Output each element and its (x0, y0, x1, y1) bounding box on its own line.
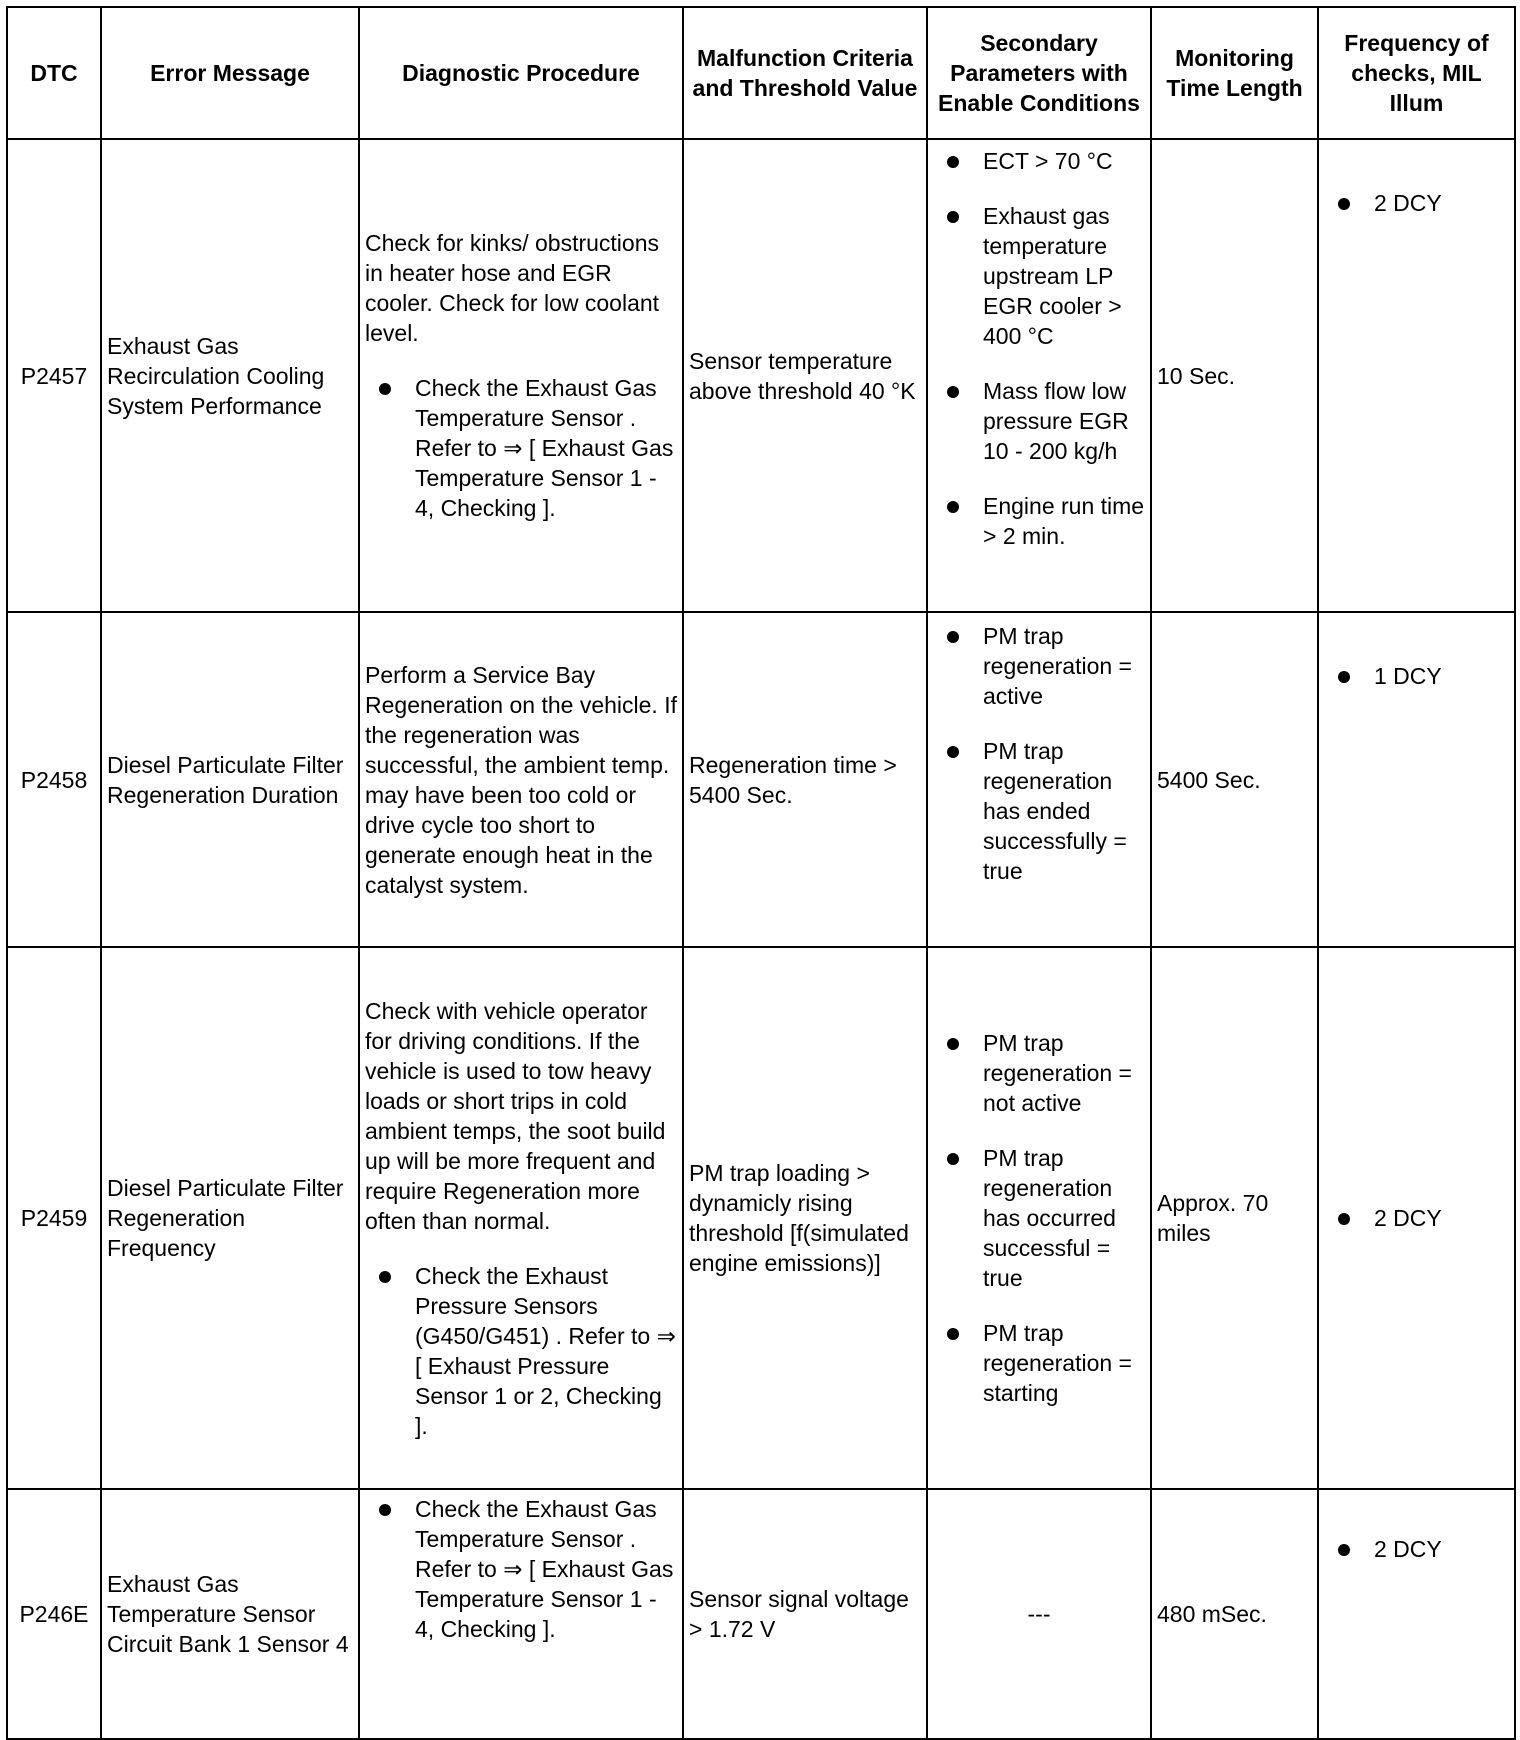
malfunction-criteria: PM trap loading > dynamicly rising threshold [f(simulated engine emissions)] (683, 947, 927, 1489)
frequency-value: 1 DCY (1324, 661, 1509, 691)
malfunction-criteria: Regeneration time > 5400 Sec. (683, 612, 927, 947)
secondary-item: PM trap regeneration = starting (933, 1318, 1145, 1408)
header-frequency: Frequency of checks, MIL Illum (1318, 7, 1515, 139)
frequency-value: 2 DCY (1324, 1534, 1509, 1564)
malfunction-criteria: Sensor temperature above threshold 40 °K (683, 139, 927, 612)
diagnostic-text: Check for kinks/ obstructions in heater hose and EGR cooler. Check for low coolant level. (365, 230, 660, 346)
diagnostic-procedure (359, 139, 683, 612)
secondary-parameters: --- (927, 1489, 1151, 1739)
frequency-cell (1318, 1489, 1515, 1739)
diagnostic-bullet: Check the Exhaust Gas Temperature Sensor . Refer to ⇒ [ Exhaust Gas Temperature Sensor 1 - 4, Checking ]. (365, 373, 677, 523)
secondary-item: Exhaust gas temperature upstream LP EGR cooler > 400 °C (933, 201, 1145, 351)
header-secondary-parameters: Secondary Parameters with Enable Conditions (927, 7, 1151, 139)
diagnostic-bullet: Check the Exhaust Pressure Sensors (G450/G451) . Refer to ⇒ [ Exhaust Pressure Sensor 1 or 2, Checking ]. (365, 1261, 677, 1441)
header-diagnostic-procedure: Diagnostic Procedure (359, 7, 683, 139)
header-monitoring-time: Monitoring Time Length (1151, 7, 1318, 139)
diagnostic-procedure (359, 612, 683, 947)
dtc-code: P2459 (7, 947, 101, 1489)
diagnostic-bullets (365, 373, 677, 523)
frequency-cell (1318, 612, 1515, 947)
secondary-item: PM trap regeneration = active (933, 621, 1145, 711)
monitoring-time: Approx. 70 miles (1151, 947, 1318, 1489)
error-message: Exhaust Gas Temperature Sensor Circuit Bank 1 Sensor 4 (101, 1489, 359, 1739)
diagnostic-bullets (365, 1494, 677, 1644)
secondary-parameters (927, 139, 1151, 612)
secondary-item: PM trap regeneration = not active (933, 1028, 1145, 1118)
secondary-item: PM trap regeneration has occurred successful = true (933, 1143, 1145, 1293)
secondary-item: Engine run time > 2 min. (933, 491, 1145, 551)
error-message: Exhaust Gas Recirculation Cooling System Performance (101, 139, 359, 612)
secondary-item: Mass flow low pressure EGR 10 - 200 kg/h (933, 376, 1145, 466)
dtc-code: P2458 (7, 612, 101, 947)
secondary-parameters (927, 947, 1151, 1489)
diagnostic-text: Check with vehicle operator for driving conditions. If the vehicle is used to tow heavy loads or short trips in cold ambient temps, the soot build up will be more frequent and require Regeneration more often than normal. (365, 997, 666, 1234)
error-message: Diesel Particulate Filter Regeneration Duration (101, 612, 359, 947)
frequency-cell (1318, 139, 1515, 612)
secondary-item: ECT > 70 °C (933, 146, 1145, 176)
header-malfunction-criteria: Malfunction Criteria and Threshold Value (683, 7, 927, 139)
diagnostic-text: Perform a Service Bay Regeneration on the vehicle. If the regeneration was successful, the ambient temp. may have been too cold or drive cycle too short to generate enough heat in the catalyst system. (365, 661, 677, 898)
diagnostic-bullet: Check the Exhaust Gas Temperature Sensor . Refer to ⇒ [ Exhaust Gas Temperature Sensor 1 - 4, Checking ]. (365, 1494, 677, 1644)
monitoring-time: 10 Sec. (1151, 139, 1318, 612)
header-error-message: Error Message (101, 7, 359, 139)
table-row (7, 612, 1515, 947)
diagnostic-bullets (365, 1261, 677, 1441)
frequency-value: 2 DCY (1324, 1203, 1509, 1233)
monitoring-time: 480 mSec. (1151, 1489, 1318, 1739)
header-row (7, 7, 1515, 139)
malfunction-criteria: Sensor signal voltage > 1.72 V (683, 1489, 927, 1739)
diagnostic-procedure (359, 947, 683, 1489)
header-dtc: DTC (7, 7, 101, 139)
error-message: Diesel Particulate Filter Regeneration Frequency (101, 947, 359, 1489)
frequency-value: 2 DCY (1324, 188, 1509, 218)
monitoring-time: 5400 Sec. (1151, 612, 1318, 947)
dtc-code: P246E (7, 1489, 101, 1739)
diagnostic-procedure (359, 1489, 683, 1739)
frequency-cell (1318, 947, 1515, 1489)
secondary-item: PM trap regeneration has ended successfully = true (933, 736, 1145, 886)
dtc-code: P2457 (7, 139, 101, 612)
dtc-table (6, 6, 1516, 1740)
table-row (7, 947, 1515, 1489)
table-row (7, 139, 1515, 612)
table-row (7, 1489, 1515, 1739)
secondary-parameters (927, 612, 1151, 947)
